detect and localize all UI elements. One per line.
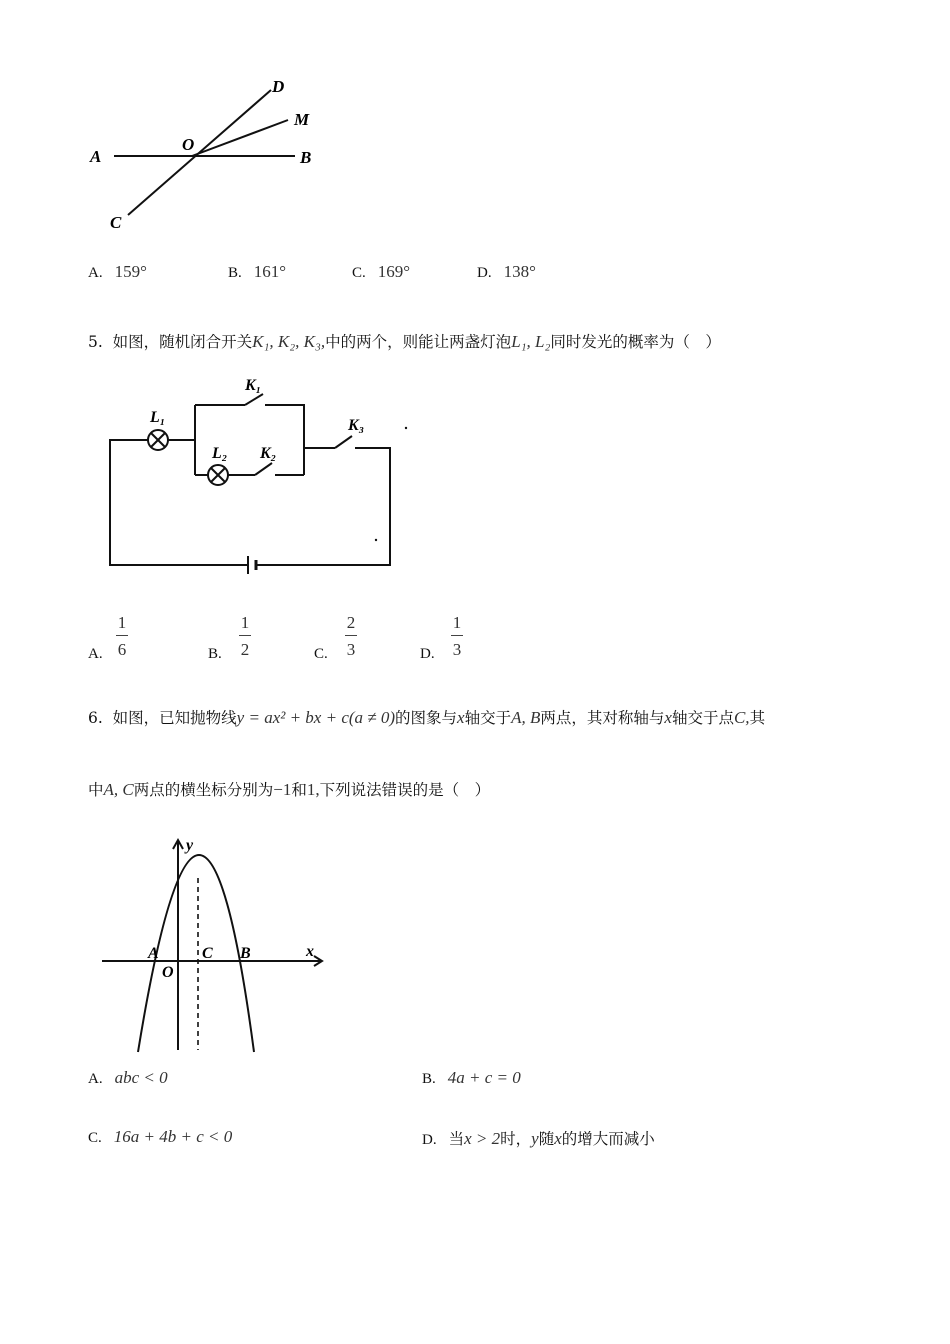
ac-points: A, C [103, 780, 134, 799]
stem-text: 两点，其对称轴与 [540, 709, 665, 727]
x-variable: x [457, 708, 465, 727]
l1-label: L₁ [150, 409, 166, 426]
option-label: A. [88, 1071, 103, 1087]
stem-text: 下列说法错误的是（ ） [319, 781, 491, 799]
q5-option-d[interactable] [420, 612, 480, 664]
stem-text: 的图象与 [395, 709, 458, 727]
option-label: A. [88, 646, 103, 662]
q4-option-d[interactable] [477, 262, 536, 282]
y-variable: y [531, 1129, 539, 1148]
one-value: 1, [306, 780, 320, 799]
option-label: B. [422, 1071, 436, 1087]
k3-label: K₃ [348, 417, 365, 434]
q6-option-b[interactable] [422, 1068, 521, 1088]
numerator: 1 [452, 613, 462, 632]
denominator: 2 [240, 640, 250, 659]
option-label: D. [422, 1132, 437, 1148]
option-expression: 16a + 4b + c < 0 [113, 1127, 233, 1146]
option-label: D. [477, 265, 492, 281]
k1-label: K₁ [245, 377, 262, 394]
denominator: 3 [452, 640, 462, 659]
q6-option-d[interactable] [422, 1127, 655, 1149]
x-variable: x [664, 708, 672, 727]
numerator: 1 [240, 613, 250, 632]
option-value: 159° [114, 262, 147, 281]
point-a-label: A [148, 945, 159, 962]
stem-text: 和 [291, 781, 307, 799]
point-c-label: C [202, 945, 213, 962]
option-condition: x > 2 [464, 1129, 501, 1148]
y-axis-label: y [186, 837, 194, 854]
x-variable: x [554, 1129, 562, 1148]
option-expression: 4a + c = 0 [447, 1068, 521, 1087]
circuit-figure [100, 370, 410, 585]
q5-option-b[interactable] [208, 612, 268, 664]
option-label: C. [88, 1130, 102, 1146]
point-d-label: D [272, 77, 285, 96]
option-value: 138° [503, 262, 536, 281]
denominator: 6 [117, 640, 127, 659]
q5-option-c[interactable] [314, 612, 374, 664]
question-number: 5. [88, 333, 103, 351]
l2-label: L₂ [212, 445, 228, 462]
denominator: 3 [346, 640, 356, 659]
fraction [451, 614, 463, 658]
parabola-equation: y = ax² + bx + c(a ≠ 0) [236, 708, 396, 727]
c-point: C, [733, 708, 750, 727]
option-label: C. [352, 265, 366, 281]
numerator: 2 [346, 613, 356, 632]
option-text: 当 [448, 1130, 465, 1148]
option-text: 时， [500, 1130, 532, 1148]
stem-text: 两点的横坐标分别为 [133, 781, 274, 799]
neg-one: −1 [273, 780, 292, 799]
origin-label: O [162, 964, 174, 981]
stem-text: 如图，随机闭合开关 [112, 333, 253, 351]
stem-text: 中 [88, 781, 104, 799]
stem-text: 轴交于点 [671, 709, 734, 727]
question-5-stem [88, 330, 721, 352]
option-label: C. [314, 646, 328, 662]
q4-option-c[interactable] [352, 262, 410, 282]
stem-text: 同时发光的概率为（ ） [550, 333, 721, 351]
q6-option-c[interactable] [88, 1127, 232, 1147]
stem-text: 轴交于 [464, 709, 512, 727]
option-text: 的增大而减小 [561, 1130, 655, 1148]
fraction [116, 614, 128, 658]
point-o-label: O [182, 135, 195, 154]
switches-math: K₁, K₂, K₃, [252, 332, 326, 351]
q5-option-a[interactable] [88, 612, 148, 664]
point-c-label: C [110, 213, 122, 232]
stem-text: 如图，已知抛物线 [112, 709, 237, 727]
option-value: 161° [253, 262, 287, 281]
option-label: A. [88, 265, 103, 281]
bulbs-math: L₁, L₂ [511, 332, 551, 351]
fraction [345, 614, 357, 658]
point-a-label: A [90, 147, 102, 166]
parabola-figure [90, 828, 330, 1056]
point-b-label: B [240, 945, 251, 962]
point-b-label: B [300, 148, 312, 167]
option-expression: abc < 0 [114, 1068, 168, 1087]
ab-points: A, B [511, 708, 541, 727]
numerator: 1 [117, 613, 127, 632]
q6-option-a[interactable] [88, 1068, 168, 1088]
option-label: D. [420, 646, 435, 662]
question-6-stem-line1 [88, 706, 765, 728]
x-axis-label: x [306, 943, 314, 960]
question-number: 6. [88, 709, 103, 727]
option-label: B. [228, 265, 242, 281]
stem-text: 中的两个，则能让两盏灯泡 [325, 333, 512, 351]
k2-label: K₂ [260, 445, 277, 462]
q4-option-b[interactable] [228, 262, 286, 282]
option-label: B. [208, 646, 222, 662]
question-6-stem-line2 [88, 778, 490, 800]
option-text: 随 [538, 1130, 555, 1148]
stem-text: 其 [749, 709, 766, 727]
q4-option-a[interactable] [88, 262, 147, 282]
fraction [239, 614, 251, 658]
angle-figure [80, 70, 340, 240]
point-m-label: M [294, 110, 310, 129]
option-value: 169° [377, 262, 411, 281]
